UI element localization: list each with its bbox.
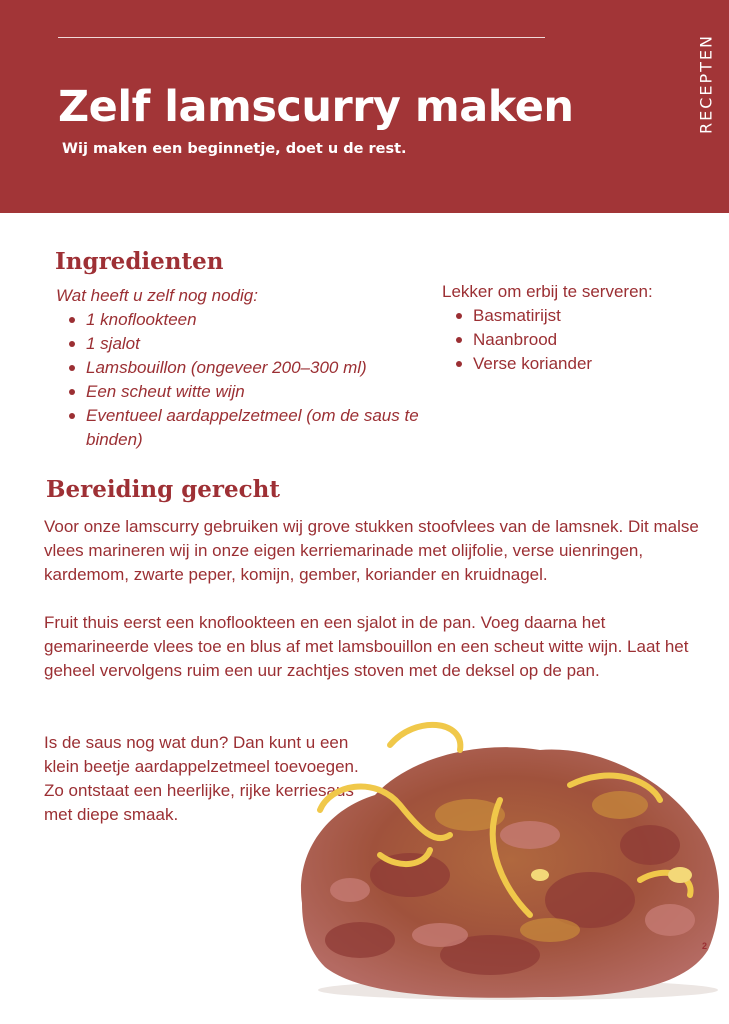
ingredients-heading: Ingredienten — [55, 248, 224, 275]
ingredient-item: 1 sjalot — [56, 332, 451, 356]
header-banner — [0, 0, 729, 213]
ingredients-intro: Wat heeft u zelf nog nodig: — [56, 286, 258, 305]
serve-item: Naanbrood — [443, 328, 703, 352]
page-number: 2 — [702, 941, 708, 951]
page-title: Zelf lamscurry maken — [58, 82, 574, 132]
preparation-paragraph: Voor onze lamscurry gebruiken wij grove stukken stoofvlees van de lamsnek. Dit malse vlees marineren wij in onze eigen kerriemarinade met olijfolie, verse uienringen, kardemom, zwarte peper, komijn, gember, koriander en kruidnagel. — [44, 517, 699, 584]
serve-list — [443, 304, 703, 376]
serve-intro: Lekker om erbij te serveren: — [442, 282, 653, 301]
ingredients-list — [56, 308, 451, 452]
ingredient-item: Eventueel aardappelzetmeel (om de saus te binden) — [56, 404, 451, 452]
serve-item: Verse koriander — [443, 352, 703, 376]
preparation-heading: Bereiding gerecht — [46, 476, 281, 503]
preparation-paragraph: Fruit thuis eerst een knoflookteen en een sjalot in de pan. Voeg daarna het gemarineerde vlees toe en blus af met lamsbouillon en een scheut witte wijn. Laat het geheel vervolgens ruim een uur zachtjes stoven met de deksel op de pan. — [44, 613, 689, 680]
ingredient-item: Een scheut witte wijn — [56, 380, 451, 404]
ingredient-item: Lamsbouillon (ongeveer 200–300 ml) — [56, 356, 451, 380]
preparation-paragraph: Is de saus nog wat dun? Dan kunt u een klein beetje aardappelzetmeel toevoegen. Zo ontstaat een heerlijke, rijke kerriesaus met diepe smaak. — [44, 733, 359, 824]
header-divider — [58, 37, 545, 38]
section-label: RECEPTEN — [696, 33, 716, 135]
ingredient-item: 1 knoflookteen — [56, 308, 451, 332]
serve-item: Basmatirijst — [443, 304, 703, 328]
page-subtitle: Wij maken een beginnetje, doet u de rest. — [62, 141, 407, 157]
lamb-curry-photo — [290, 705, 729, 1005]
